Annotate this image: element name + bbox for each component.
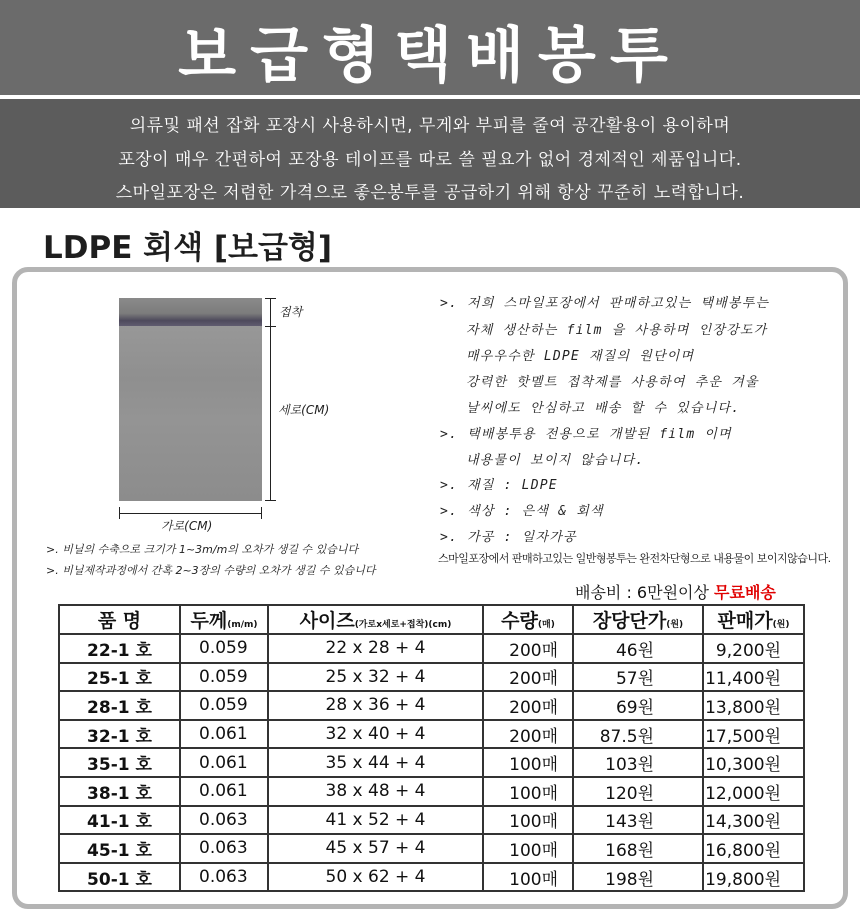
thickness-cell: 0.059 [180, 663, 268, 692]
table-row [59, 634, 804, 663]
size-cell: 50 x 62 + 4 [268, 863, 483, 892]
size-cell: 41 x 52 + 4 [268, 806, 483, 835]
unit-price-cell: 87.5원 [573, 720, 703, 749]
bag-image [119, 298, 262, 501]
product-name-cell: 32-1 호 [59, 720, 180, 749]
header-unit-price: 장당단가(원) [573, 605, 703, 634]
thickness-cell: 0.063 [180, 863, 268, 892]
quantity-cell: 200매 [483, 663, 573, 692]
unit-price-cell: 168원 [573, 834, 703, 863]
height-tick-top [265, 298, 276, 299]
size-cell: 38 x 48 + 4 [268, 777, 483, 806]
unit-price-cell: 143원 [573, 806, 703, 835]
product-name-cell: 35-1 호 [59, 748, 180, 777]
product-name-cell: 50-1 호 [59, 863, 180, 892]
quantity-cell: 100매 [483, 806, 573, 835]
quantity-cell: 100매 [483, 834, 573, 863]
quantity-cell: 100매 [483, 748, 573, 777]
desc-line-7: 내용물이 보이지 않습니다. [466, 453, 645, 468]
free-shipping-badge: 무료배송 [714, 583, 776, 602]
thickness-cell: 0.061 [180, 748, 268, 777]
adhesive-tick [265, 326, 276, 327]
table-row [59, 834, 804, 863]
product-name-cell: 45-1 호 [59, 834, 180, 863]
thickness-cell: 0.061 [180, 777, 268, 806]
header-size: 사이즈(가로x세로+접착)(cm) [268, 605, 483, 634]
unit-price-cell: 69원 [573, 691, 703, 720]
table-row [59, 691, 804, 720]
desc-line-6: >. 택배봉투용 전용으로 개발된 film 이며 [440, 427, 732, 442]
total-price-cell: 9,200원 [703, 634, 804, 663]
quantity-cell: 200매 [483, 720, 573, 749]
header-thickness: 두께(m/m) [180, 605, 268, 634]
size-cell: 32 x 40 + 4 [268, 720, 483, 749]
table-row [59, 748, 804, 777]
table-row [59, 720, 804, 749]
intro-line-3: 스마일포장은 저렴한 가격으로 좋은봉투를 공급하기 위해 항상 꾸준히 노력합니다. [115, 183, 745, 203]
quantity-cell: 200매 [483, 691, 573, 720]
header-qty: 수량(매) [483, 605, 573, 634]
shipping-label: 배송비 : 6만원이상 [575, 583, 709, 602]
quantity-cell: 100매 [483, 863, 573, 892]
total-price-cell: 14,300원 [703, 806, 804, 835]
product-name-cell: 28-1 호 [59, 691, 180, 720]
header-total: 판매가(원) [703, 605, 804, 634]
height-tick-bottom [265, 500, 276, 501]
shrink-note: >. 비닐의 수축으로 크기가 1~3m/m의 오차가 생길 수 있습니다 [46, 543, 359, 556]
desc-line-5: 날씨에도 안심하고 배송 할 수 있습니다. [466, 401, 741, 416]
desc-line-3: 매우우수한 LDPE 재질의 원단이며 [466, 349, 695, 364]
desc-line-2: 자체 생산하는 film 을 사용하며 인장강도가 [466, 323, 768, 338]
adhesive-label: 접착 [279, 305, 303, 319]
product-name-cell: 38-1 호 [59, 777, 180, 806]
shipping-info [575, 580, 776, 603]
unit-price-cell: 198원 [573, 863, 703, 892]
thickness-cell: 0.059 [180, 634, 268, 663]
thickness-cell: 0.063 [180, 806, 268, 835]
size-cell: 22 x 28 + 4 [268, 634, 483, 663]
total-price-cell: 10,300원 [703, 748, 804, 777]
intro-line-1: 의류및 패션 잡화 포장시 사용하시면, 무게와 부피를 줄여 공간활용이 용이하며 [129, 116, 731, 136]
product-title: LDPE 회색 [보급형] [43, 230, 333, 266]
table-row [59, 863, 804, 892]
quantity-note: >. 비닐제작과정에서 간혹 2~3장의 수량의 오차가 생길 수 있습니다 [46, 564, 376, 577]
desc-line-4: 강력한 핫멜트 접착제를 사용하여 추운 겨울 [466, 375, 759, 390]
total-price-cell: 17,500원 [703, 720, 804, 749]
width-label: 가로(CM) [161, 519, 213, 533]
unit-price-cell: 103원 [573, 748, 703, 777]
product-name-cell: 25-1 호 [59, 663, 180, 692]
material-line: >. 재질 : LDPE [440, 478, 558, 493]
unit-price-cell: 46원 [573, 634, 703, 663]
quantity-cell: 200매 [483, 634, 573, 663]
header-name: 품 명 [59, 605, 180, 634]
unit-price-cell: 57원 [573, 663, 703, 692]
height-label: 세로(CM) [278, 403, 330, 417]
page-title: 보급형택배봉투 [178, 21, 682, 91]
width-tick-left [119, 507, 120, 519]
intro-line-2: 포장이 매우 간편하여 포장용 테이프를 따로 쓸 필요가 없어 경제적인 제품입니다. [118, 150, 742, 170]
product-name-cell: 41-1 호 [59, 806, 180, 835]
size-cell: 45 x 57 + 4 [268, 834, 483, 863]
table-row [59, 663, 804, 692]
unit-price-cell: 120원 [573, 777, 703, 806]
thickness-cell: 0.063 [180, 834, 268, 863]
color-line: >. 색상 : 은색 & 회색 [440, 504, 604, 519]
price-table [58, 604, 805, 892]
total-price-cell: 12,000원 [703, 777, 804, 806]
table-header-row [59, 605, 804, 634]
total-price-cell: 19,800원 [703, 863, 804, 892]
total-price-cell: 13,800원 [703, 691, 804, 720]
size-cell: 28 x 36 + 4 [268, 691, 483, 720]
processing-line: >. 가공 : 일자가공 [440, 530, 577, 545]
desc-line-1: >. 저희 스마일포장에서 판매하고있는 택배봉투는 [440, 296, 770, 311]
bag-adhesive-flap [119, 298, 262, 326]
size-cell: 25 x 32 + 4 [268, 663, 483, 692]
thickness-cell: 0.061 [180, 720, 268, 749]
height-dimension-line [270, 298, 271, 501]
quantity-cell: 100매 [483, 777, 573, 806]
total-price-cell: 16,800원 [703, 834, 804, 863]
product-name-cell: 22-1 호 [59, 634, 180, 663]
thickness-cell: 0.059 [180, 691, 268, 720]
table-row [59, 806, 804, 835]
width-tick-right [261, 507, 262, 519]
opaque-note: 스마일포장에서 판매하고있는 일반형봉투는 완전차단형으로 내용물이 보이지않습니다. [438, 552, 831, 565]
width-dimension-line [119, 513, 262, 514]
size-cell: 35 x 44 + 4 [268, 748, 483, 777]
table-row [59, 777, 804, 806]
total-price-cell: 11,400원 [703, 663, 804, 692]
